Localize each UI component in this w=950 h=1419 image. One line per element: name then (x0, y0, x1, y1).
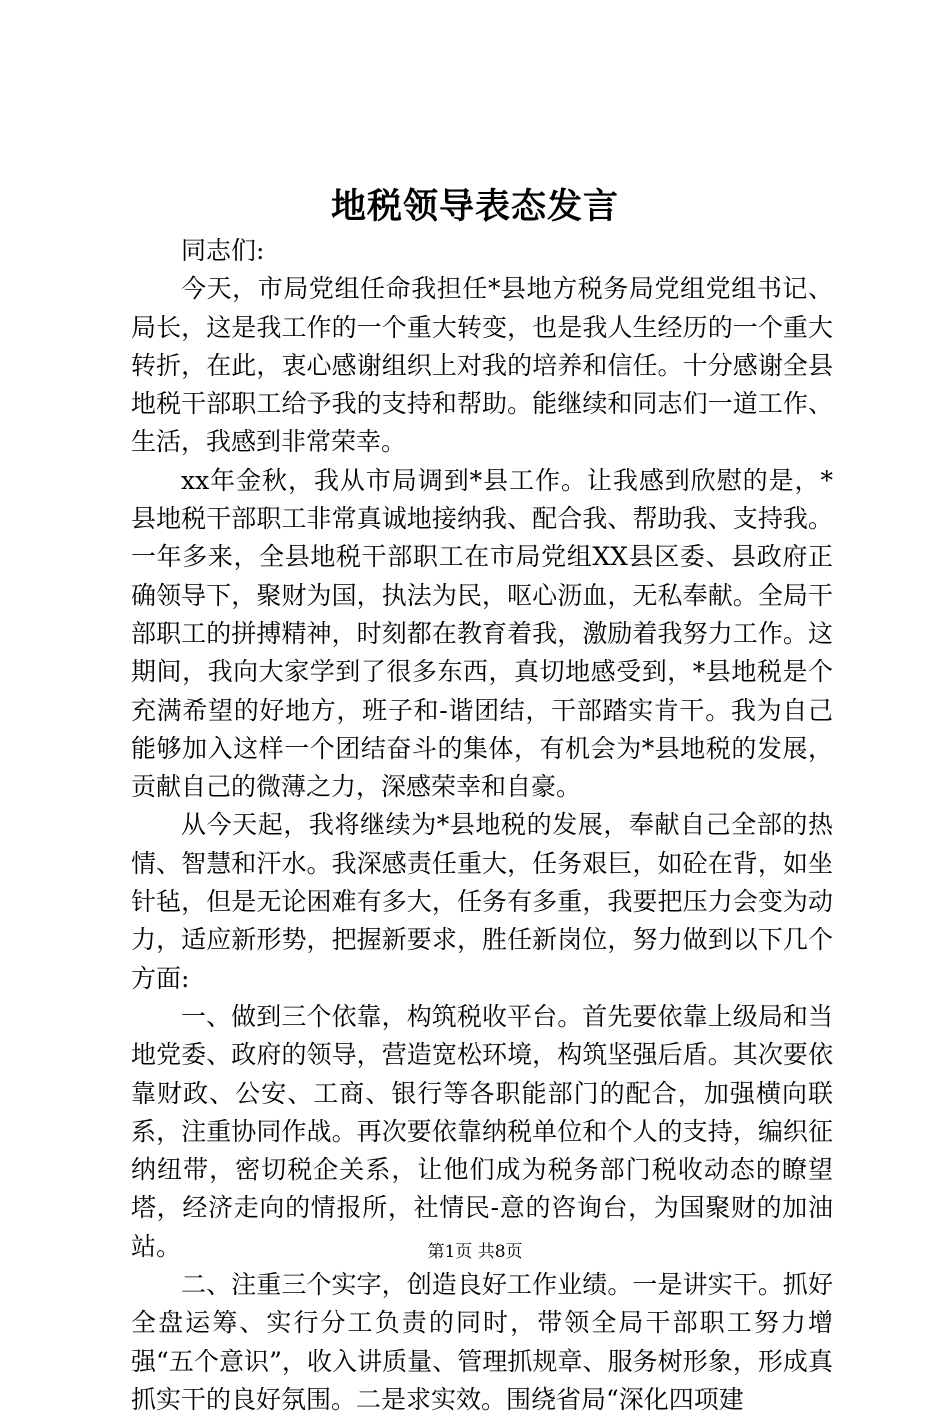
document-title: 地税领导表态发言 (330, 186, 619, 227)
page-footer: 第1页 共8页 (427, 1242, 523, 1262)
paragraph: 二、注重三个实字，创造良好工作业绩。一是讲实干。抓好全盘运筹、实行分工负责的同时，带领全局干部职工努力增强“五个意识”，收入讲质量、管理抓规章、服务树形象，形成真抓实干的良好氛围。二是求实效。围绕省局“深化四项建 (131, 1270, 833, 1414)
paragraph: 一、做到三个依靠，构筑税收平台。首先要依靠上级局和当地党委、政府的领导，营造宽松环境，构筑坚强后盾。其次要依靠财政、公安、工商、银行等各职能部门的配合，加强横向联系，注重协同作战。再次要依靠纳税单位和个人的支持，编织征纳纽带，密切税企关系，让他们成为税务部门税收动态的瞭望塔，经济走向的情报所，社情民-意的咨询台，为国聚财的加油站。 (131, 1001, 833, 1261)
paragraph: xx年金秋，我从市局调到*县工作。让我感到欣慰的是，*县地税干部职工非常真诚地接纳我、配合我、帮助我、支持我。一年多来，全县地税干部职工在市局党组XX县区委、县政府正确领导下，聚财为国，执法为民，呕心沥血，无私奉献。全局干部职工的拼搏精神，时刻都在教育着我，激励着我努力工作。这期间，我向大家学到了很多东西，真切地感受到，*县地税是个充满希望的好地方，班子和-谐团结，干部踏实肯干。我为自己能够加入这样一个团结奋斗的集体，有机会为*县地税的发展，贡献自己的微薄之力，深感荣幸和自豪。 (131, 465, 833, 802)
paragraph: 从今天起，我将继续为*县地税的发展，奉献自己全部的热情、智慧和汗水。我深感责任重大，任务艰巨，如砼在背，如坐针毡，但是无论困难有多大，任务有多重，我要把压力会变为动力，适应新形势，把握新要求，胜任新岗位，努力做到以下几个方面: (131, 810, 833, 993)
salutation: 同志们: (181, 236, 265, 265)
paragraph: 今天，市局党组任命我担任*县地方税务局党组党组书记、局长，这是我工作的一个重大转变，也是我人生经历的一个重大转折，在此，衷心感谢组织上对我的培养和信任。十分感谢全县地税干部职工给予我的支持和帮助。能继续和同志们一道工作、生活，我感到非常荣幸。 (131, 274, 833, 457)
